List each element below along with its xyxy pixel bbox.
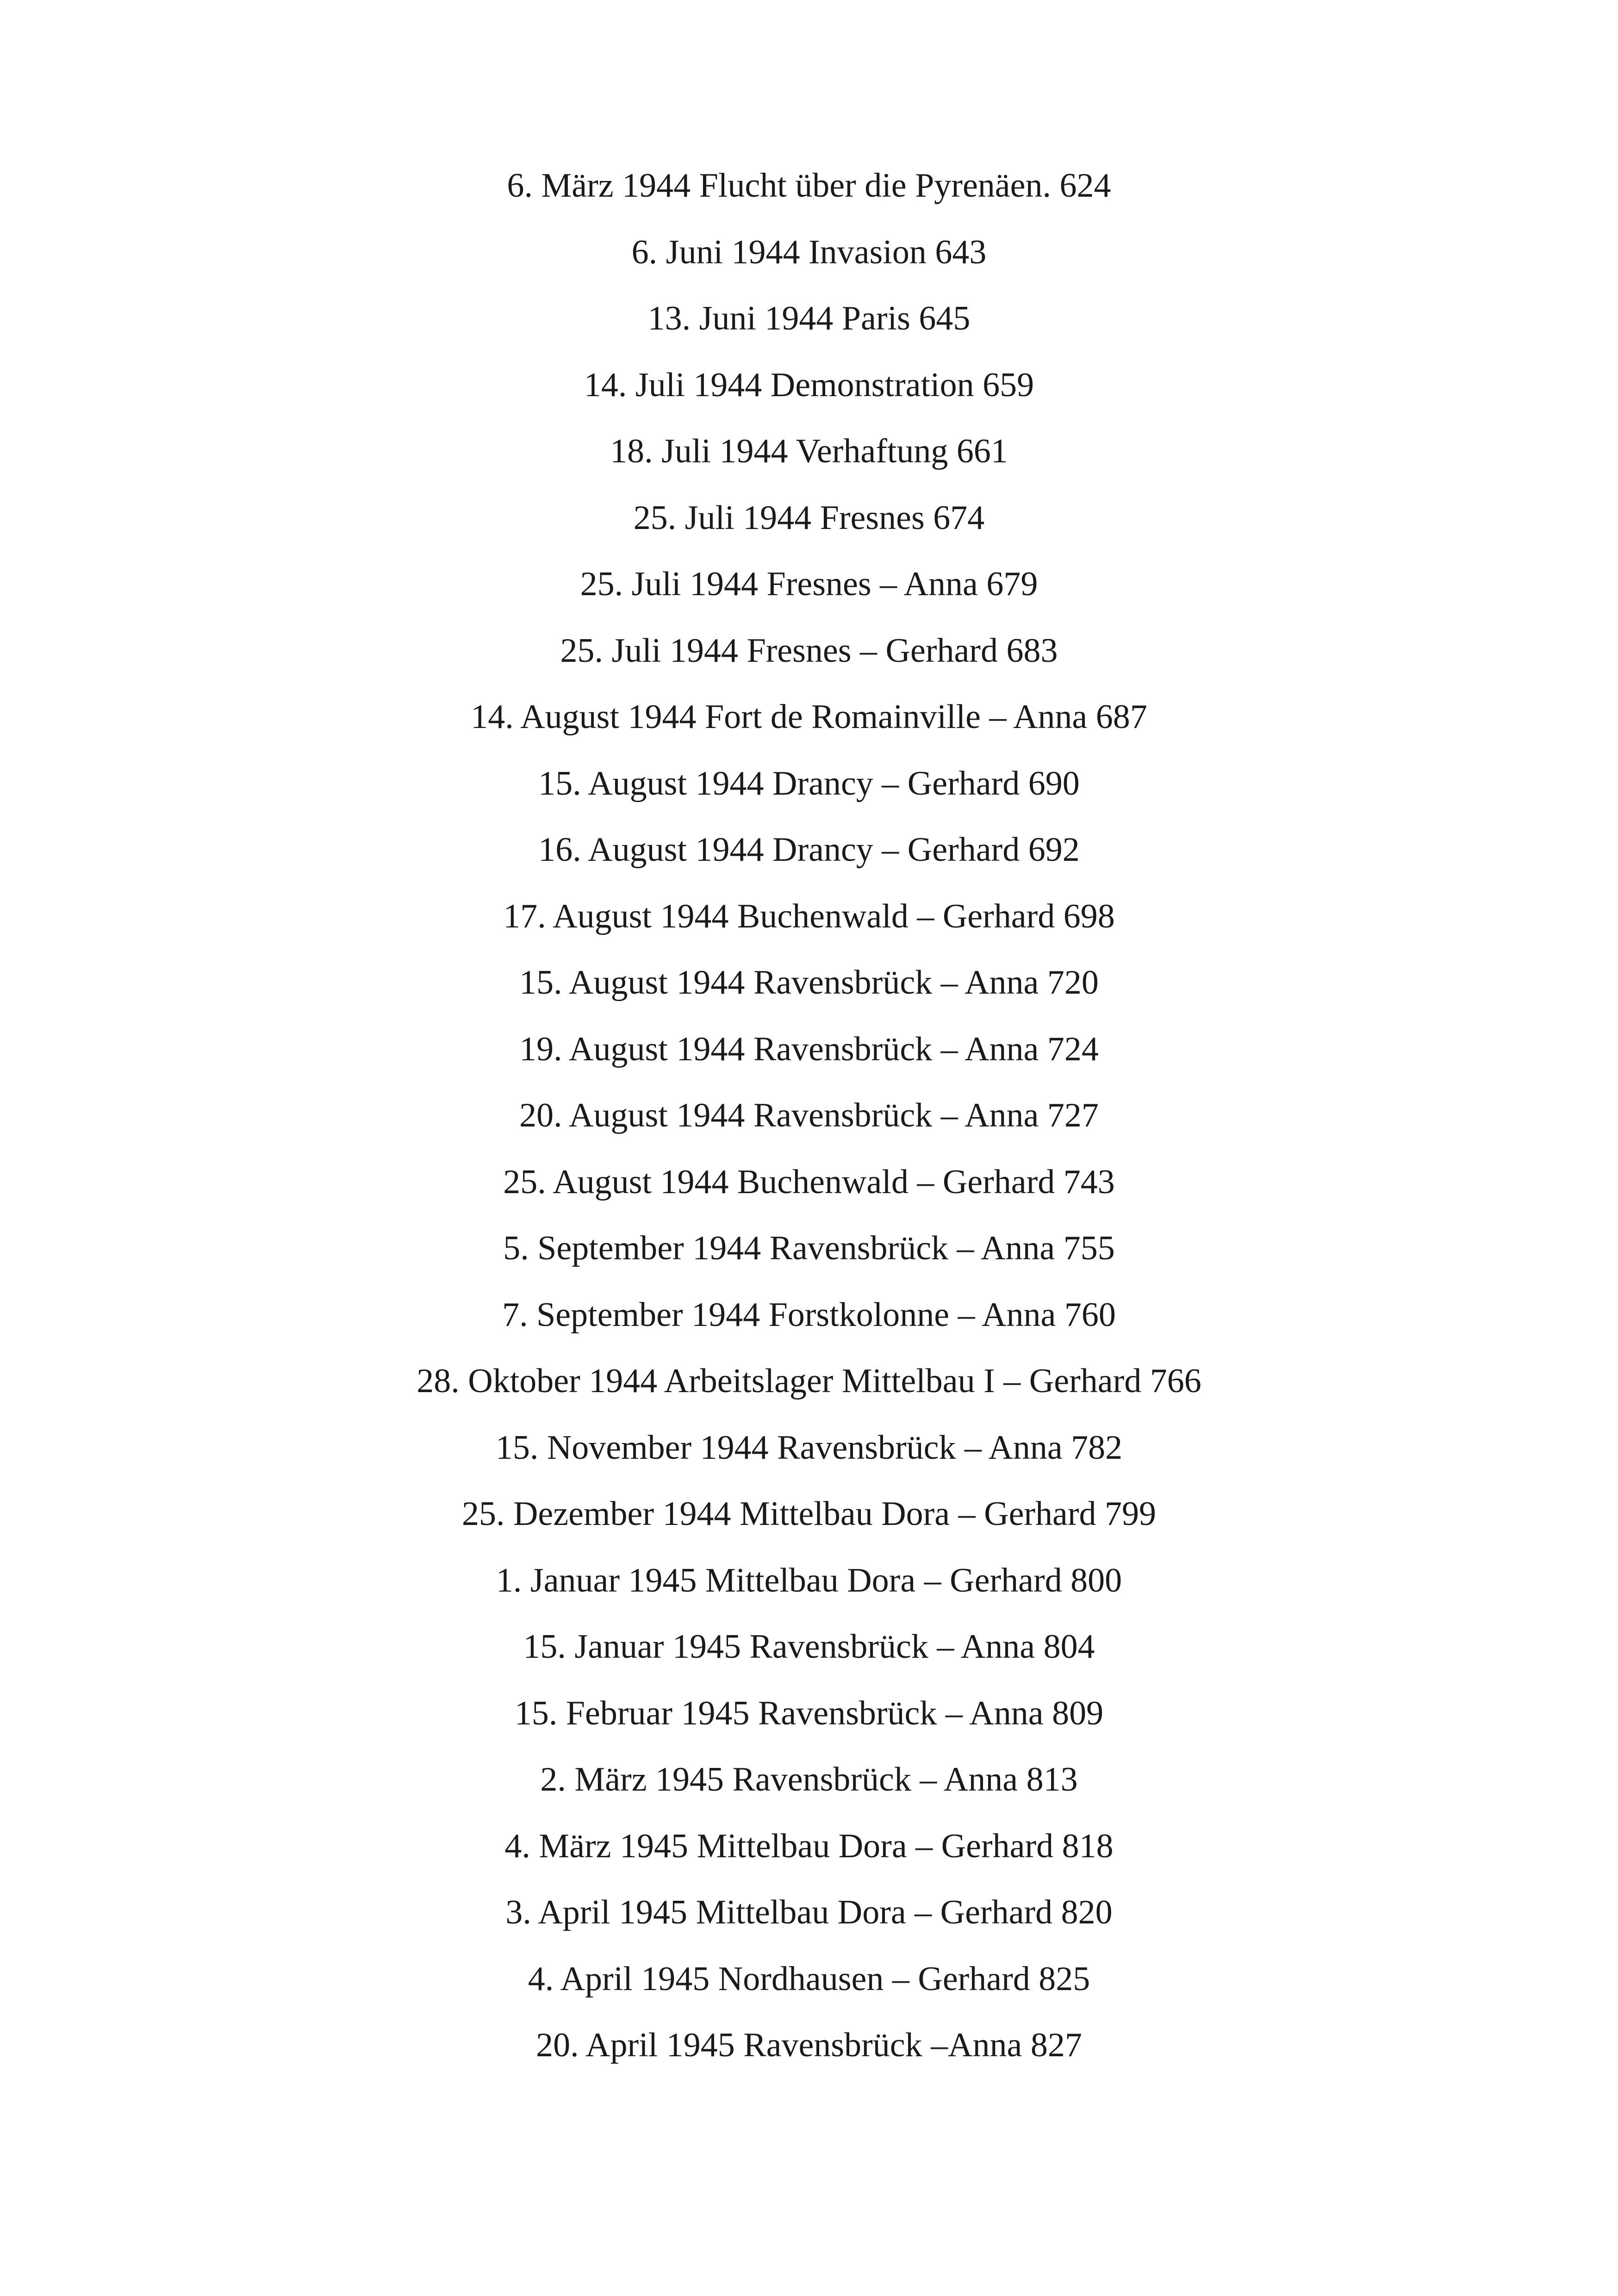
table-of-contents — [0, 153, 1618, 2079]
toc-entry: 3. April 1945 Mittelbau Dora – Gerhard 820 — [505, 1893, 1113, 1931]
toc-entry: 15. Februar 1945 Ravensbrück – Anna 809 — [514, 1694, 1104, 1732]
toc-entry: 2. März 1945 Ravensbrück – Anna 813 — [540, 1761, 1078, 1798]
toc-entry: 15. Januar 1945 Ravensbrück – Anna 804 — [523, 1628, 1095, 1666]
toc-entry: 25. August 1944 Buchenwald – Gerhard 743 — [503, 1163, 1115, 1201]
toc-entry: 25. Juli 1944 Fresnes – Anna 679 — [580, 565, 1038, 603]
toc-entry: 14. August 1944 Fort de Romainville – Anna 687 — [471, 698, 1147, 736]
toc-entry: 15. August 1944 Drancy – Gerhard 690 — [538, 764, 1080, 803]
toc-entry: 18. Juli 1944 Verhaftung 661 — [610, 432, 1008, 470]
toc-entry: 20. April 1945 Ravensbrück –Anna 827 — [536, 2026, 1082, 2064]
toc-entry: 25. Juli 1944 Fresnes 674 — [633, 498, 985, 537]
toc-entry: 4. März 1945 Mittelbau Dora – Gerhard 818 — [504, 1827, 1114, 1865]
toc-entry: 13. Juni 1944 Paris 645 — [647, 299, 971, 337]
toc-entry: 25. Dezember 1944 Mittelbau Dora – Gerhard 799 — [461, 1495, 1157, 1533]
toc-entry: 16. August 1944 Drancy – Gerhard 692 — [538, 831, 1080, 869]
toc-entry: 7. September 1944 Forstkolonne – Anna 760 — [502, 1295, 1116, 1334]
toc-entry: 4. April 1945 Nordhausen – Gerhard 825 — [528, 1960, 1090, 1998]
toc-entry: 19. August 1944 Ravensbrück – Anna 724 — [519, 1030, 1099, 1068]
toc-entry: 6. März 1944 Flucht über die Pyrenäen. 624 — [507, 167, 1111, 205]
toc-entry: 15. November 1944 Ravensbrück – Anna 782 — [495, 1428, 1123, 1467]
toc-entry: 20. August 1944 Ravensbrück – Anna 727 — [519, 1096, 1099, 1134]
toc-entry: 5. September 1944 Ravensbrück – Anna 755 — [503, 1229, 1115, 1267]
toc-entry: 28. Oktober 1944 Arbeitslager Mittelbau I – Gerhard 766 — [417, 1362, 1201, 1400]
toc-entry: 17. August 1944 Buchenwald – Gerhard 698 — [503, 897, 1115, 935]
toc-entry: 1. Januar 1945 Mittelbau Dora – Gerhard 800 — [496, 1561, 1122, 1599]
toc-entry: 14. Juli 1944 Demonstration 659 — [584, 366, 1034, 404]
toc-entry: 6. Juni 1944 Invasion 643 — [631, 233, 987, 271]
toc-entry: 15. August 1944 Ravensbrück – Anna 720 — [519, 964, 1099, 1002]
toc-entry: 25. Juli 1944 Fresnes – Gerhard 683 — [560, 631, 1058, 670]
